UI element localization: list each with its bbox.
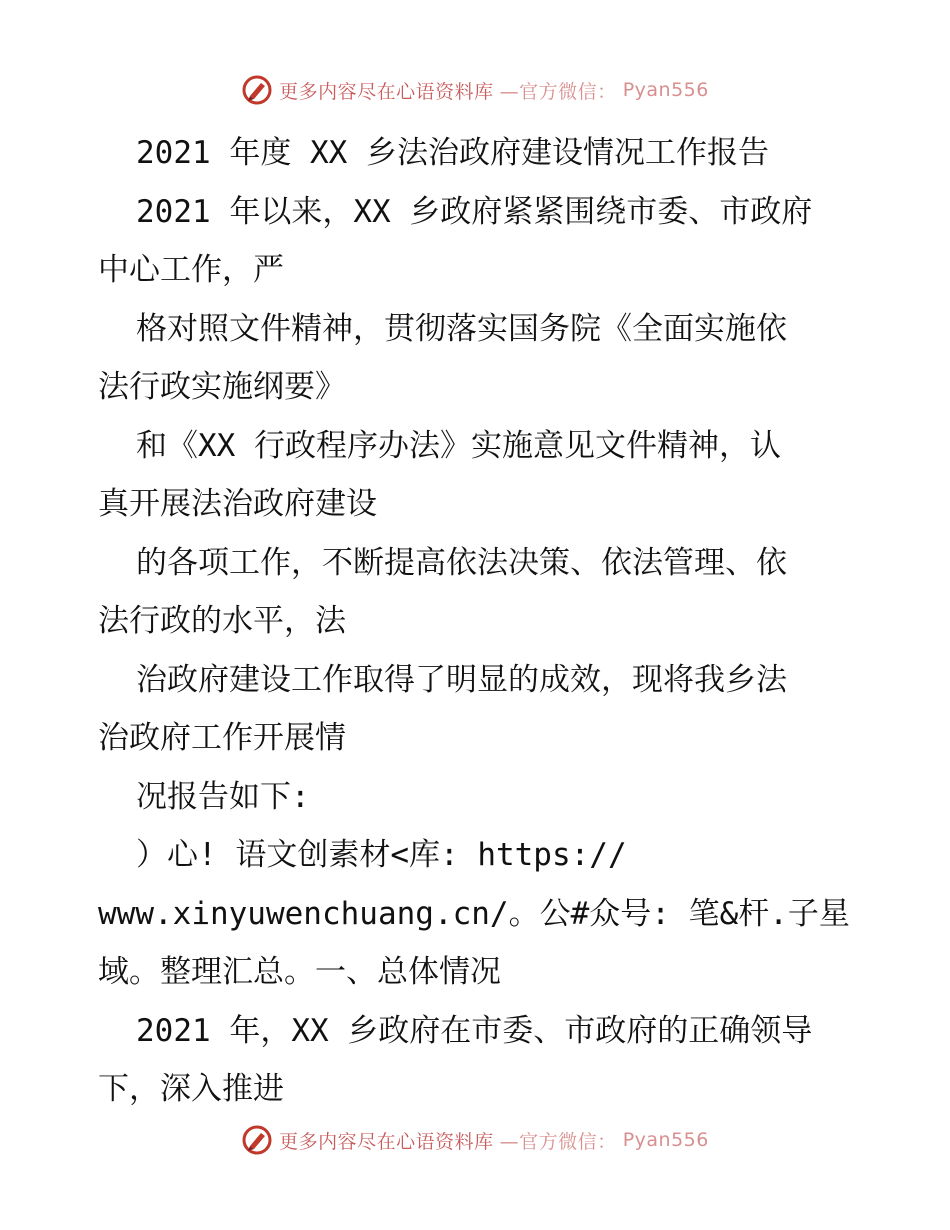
paragraph-line: 2021 年以来，XX 乡政府紧紧围绕市委、市政府 bbox=[136, 193, 813, 230]
watermark-text-wechat-id: Pyan556 bbox=[622, 1129, 709, 1151]
paragraph-line: 真开展法治政府建设 bbox=[98, 486, 377, 522]
watermark-text-wechat-id: Pyan556 bbox=[622, 79, 709, 101]
document-title: 2021 年度 XX 乡法治政府建设情况工作报告 bbox=[136, 135, 769, 171]
paragraph-line: 下，深入推进 bbox=[98, 1071, 284, 1107]
paragraph-line: 治政府建设工作取得了明显的成效，现将我乡法 bbox=[136, 661, 787, 698]
paragraph-line: 法行政实施纲要》 bbox=[98, 369, 346, 405]
section-heading-line: 域。整理汇总。一、总体情况 bbox=[98, 954, 501, 990]
watermark-header bbox=[0, 70, 950, 110]
watermark-text-main: 更多内容尽在心语资料库 bbox=[279, 80, 494, 103]
paragraph-line: ）心! 语文创素材<库: https:// bbox=[136, 837, 627, 873]
document-body bbox=[98, 124, 858, 1119]
paragraph-line: 况报告如下: bbox=[136, 778, 310, 815]
paragraph-line: 格对照文件精神，贯彻落实国务院《全面实施依 bbox=[136, 310, 787, 347]
paragraph-line: 法行政的水平，法 bbox=[98, 603, 346, 639]
pen-logo-icon bbox=[241, 1124, 273, 1156]
paragraph-line: 2021 年，XX 乡政府在市委、市政府的正确领导 bbox=[136, 1012, 813, 1049]
pen-logo-icon bbox=[241, 74, 273, 106]
paragraph-line: 的各项工作，不断提高依法决策、依法管理、依 bbox=[136, 544, 787, 581]
watermark-footer bbox=[0, 1120, 950, 1160]
paragraph-line: 中心工作，严 bbox=[98, 252, 284, 288]
watermark-text-main: 更多内容尽在心语资料库 bbox=[279, 1130, 494, 1153]
paragraph-line: www.xinyuwenchuang.cn/。公#众号: 笔&杆.子星 bbox=[98, 895, 850, 932]
paragraph-line: 和《XX 行政程序办法》实施意见文件精神，认 bbox=[136, 427, 781, 464]
paragraph-line: 治政府工作开展情 bbox=[98, 720, 346, 756]
watermark-text-official: —官方微信： bbox=[499, 1130, 617, 1153]
watermark-text-official: —官方微信： bbox=[499, 80, 617, 103]
